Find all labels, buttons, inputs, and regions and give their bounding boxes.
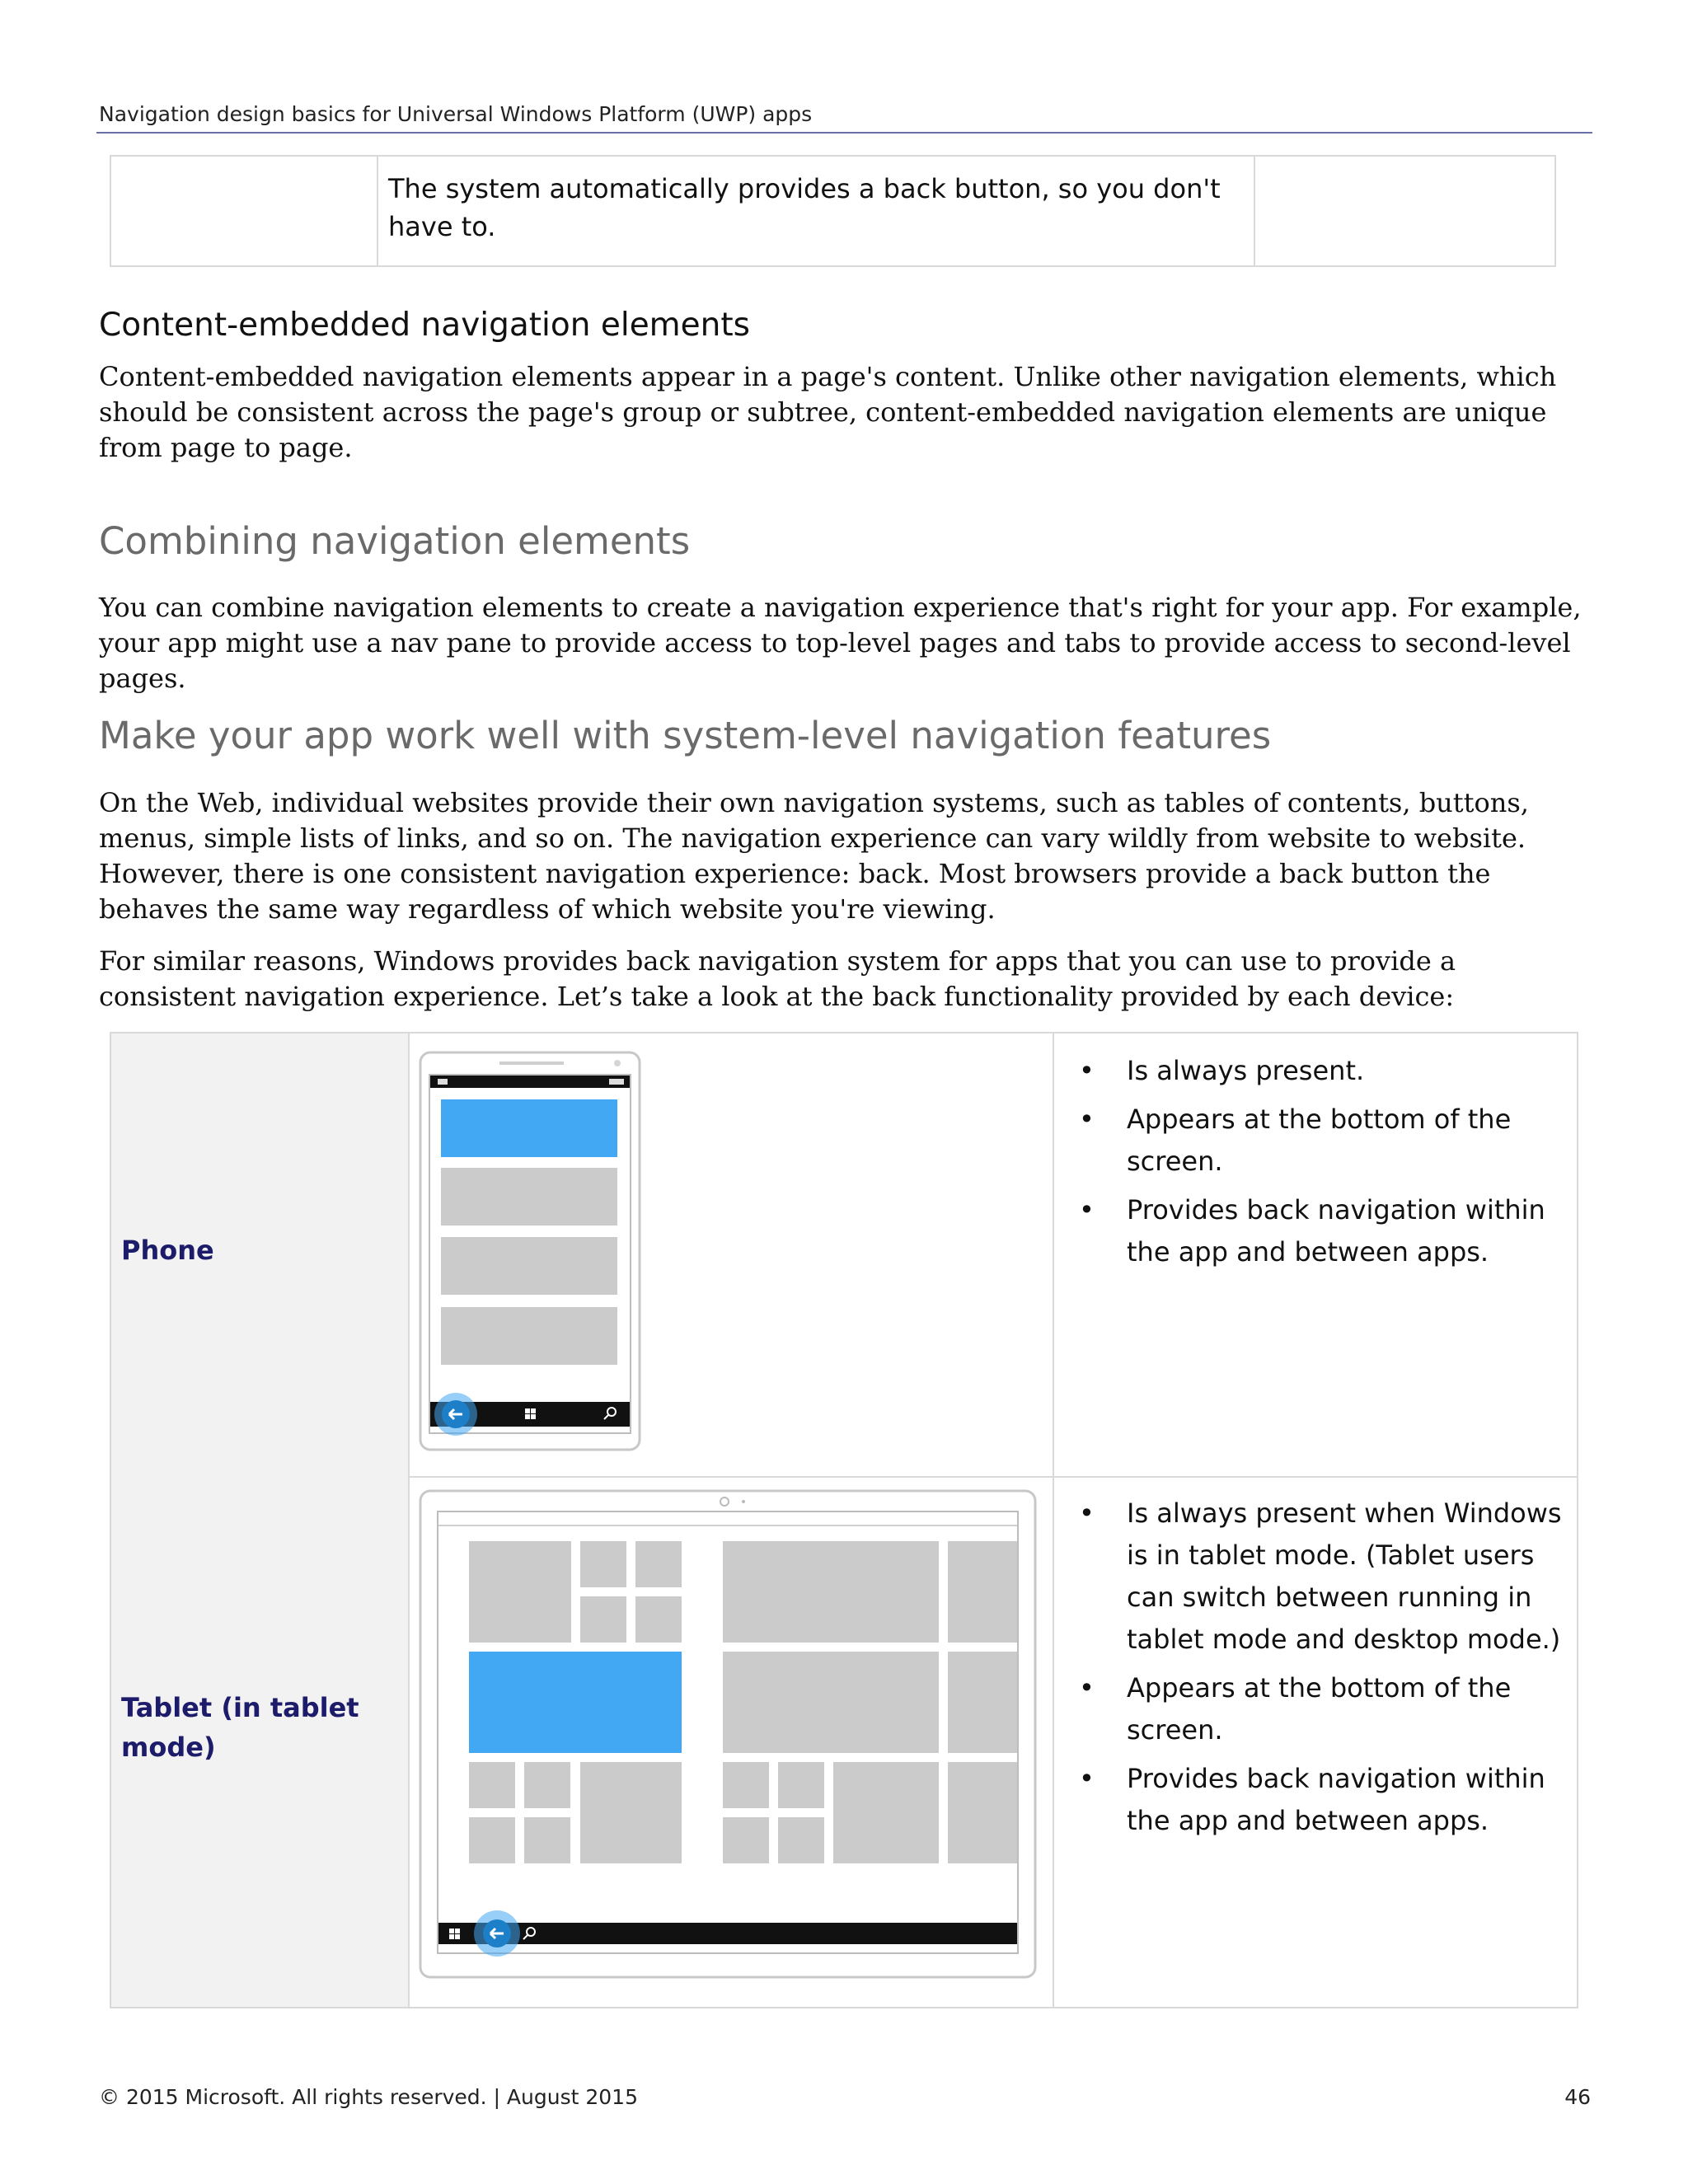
bullet-text: Provides back navigation within the app and between apps. xyxy=(1127,1194,1545,1268)
tablet-illustration-cell xyxy=(408,1476,1054,2007)
combining-body: You can combine navigation elements to create a navigation experience that's right for your app. For example, your app might use a nav pane to provide access to top-level pages and tabs to provide access to second-level pages. xyxy=(99,592,1582,694)
device-label-cell xyxy=(111,1476,410,2007)
top-table-cell-3 xyxy=(1254,157,1554,265)
table-row-tablet xyxy=(111,1476,1577,2007)
bullet-glyph: • xyxy=(1079,1104,1095,1135)
page-number: 46 xyxy=(1564,2085,1591,2109)
header-title: Navigation design basics for Universal Windows Platform (UWP) apps xyxy=(99,102,813,126)
phone-bullet-list xyxy=(1053,1050,1564,1280)
bullet-glyph: • xyxy=(1079,1055,1095,1086)
footer-copyright: © 2015 Microsoft. All rights reserved. | August 2015 xyxy=(99,2085,638,2109)
page-footer xyxy=(99,2085,1591,2109)
combining-heading: Combining navigation elements xyxy=(99,519,691,563)
list-item xyxy=(1053,1050,1564,1092)
device-desc-phone xyxy=(1053,1033,1577,1476)
top-table-cell-2 xyxy=(377,157,1255,265)
bullet-text: Appears at the bottom of the screen. xyxy=(1127,1104,1512,1177)
bullet-text: Is always present. xyxy=(1127,1055,1365,1086)
bullet-text: Appears at the bottom of the screen. xyxy=(1127,1672,1512,1746)
bullet-glyph: • xyxy=(1079,1194,1095,1226)
top-table-text: The system automatically provides a back button, so you don't have to. xyxy=(388,173,1221,242)
phone-illustration xyxy=(408,1033,1053,1474)
device-label-cell xyxy=(111,1033,410,1476)
content-embedded-heading: Content-embedded navigation elements xyxy=(99,307,750,344)
list-item xyxy=(1053,1099,1564,1183)
top-table-cell-1 xyxy=(111,157,378,265)
page-header xyxy=(96,99,1592,134)
list-item xyxy=(1053,1667,1564,1751)
device-label-phone: Phone xyxy=(121,1235,214,1266)
bullet-glyph: • xyxy=(1079,1672,1095,1704)
top-table xyxy=(110,155,1556,267)
tablet-bullet-list xyxy=(1053,1493,1564,1849)
bullet-text: Is always present when Windows is in tablet mode. (Tablet users can switch between running in tablet mode and desktop mode.) xyxy=(1127,1497,1562,1655)
system-level-body-2: For similar reasons, Windows provides back navigation system for apps that you can use to provide a consistent navigation experience. Let’s take a look at the back functionality provided by each device: xyxy=(99,945,1456,1012)
bullet-glyph: • xyxy=(1079,1497,1095,1529)
bullet-text: Provides back navigation within the app and between apps. xyxy=(1127,1763,1545,1836)
table-row-phone xyxy=(111,1033,1577,1478)
device-back-table xyxy=(110,1032,1578,2008)
content-embedded-body: Content-embedded navigation elements appear in a page's content. Unlike other navigation elements, which should be consistent across the page's group or subtree, content-embedded navigation elements are unique from page to page. xyxy=(99,361,1557,463)
device-label-tablet: Tablet (in tablet mode) xyxy=(121,1692,359,1763)
list-item xyxy=(1053,1189,1564,1273)
tablet-illustration xyxy=(408,1476,1053,2008)
list-item xyxy=(1053,1758,1564,1842)
device-desc-tablet xyxy=(1053,1476,1577,2007)
system-level-body-1: On the Web, individual websites provide their own navigation systems, such as tables of contents, buttons, menus, simple lists of links, and so on. The navigation experience can vary wildly from website to website. However, there is one consistent navigation experience: back. Most browsers provide a back button the behaves the same way regardless of which website you're viewing. xyxy=(99,787,1529,925)
list-item xyxy=(1053,1493,1564,1661)
system-level-heading: Make your app work well with system-level navigation features xyxy=(99,714,1272,757)
phone-illustration-cell xyxy=(408,1033,1054,1476)
bullet-glyph: • xyxy=(1079,1763,1095,1794)
